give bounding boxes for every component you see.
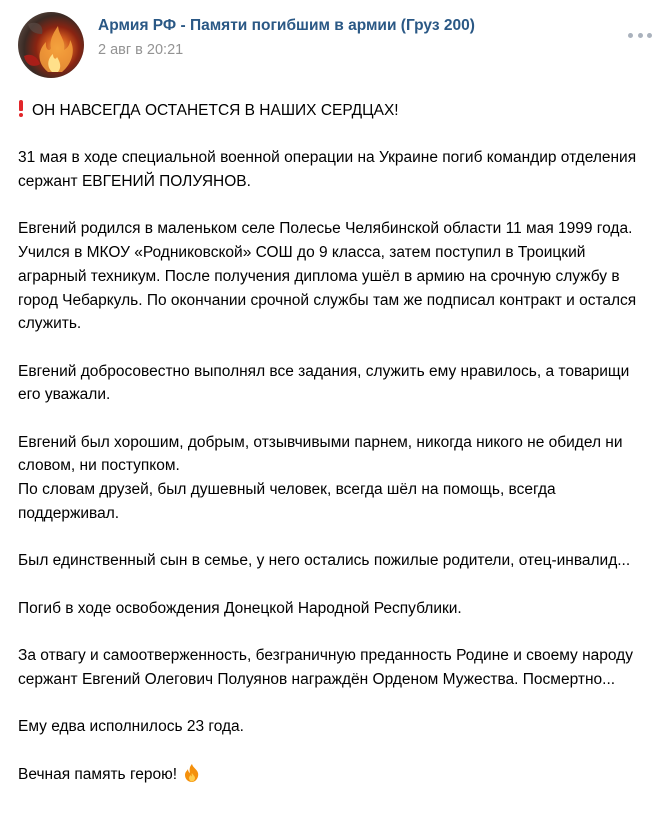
- post-closing: [18, 763, 654, 791]
- more-dot: [628, 33, 633, 38]
- fire-icon: [183, 763, 201, 791]
- post-headline: [18, 98, 654, 123]
- red-exclamation-icon: [18, 100, 24, 117]
- post-date-link[interactable]: 2 авг в 20:21: [98, 42, 184, 58]
- post-text: [18, 98, 654, 790]
- group-name-link[interactable]: Армия РФ - Памяти погибшим в армии (Груз 200): [98, 17, 475, 34]
- group-avatar[interactable]: [18, 12, 84, 78]
- post-paragraph: Евгений родился в маленьком селе Полесье Челябинской области 11 мая 1999 года. Учился в МКОУ «Родниковской» СОШ до 9 класса, затем поступил в Троицкий аграрный техникум. После получения диплома ушёл в армию на срочную службу в город Чебаркуль. По окончании срочной службы там же подписал контракт и остался служить.: [18, 220, 637, 333]
- more-dot: [647, 33, 652, 38]
- post-paragraph: Был единственный сын в семье, у него остались пожилые родители, отец-инвалид...: [18, 552, 631, 570]
- more-dots-icon[interactable]: [628, 28, 652, 42]
- headline-text: ОН НАВСЕГДА ОСТАНЕТСЯ В НАШИХ СЕРДЦАХ!: [32, 102, 399, 119]
- post-paragraph: За отвагу и самоотверженность, безграничную преданность Родине и своему народу сержант Евгений Олегович Полуянов награждён Орденом Мужества. Посмертно...: [18, 647, 633, 688]
- closing-text: Вечная память герою!: [18, 765, 178, 783]
- avatar-image: [18, 12, 84, 78]
- post-paragraph: Ему едва исполнилось 23 года.: [18, 718, 244, 736]
- post-paragraph: Погиб в ходе освобождения Донецкой Народной Республики.: [18, 599, 462, 617]
- more-dot: [638, 33, 643, 38]
- post-paragraph: 31 мая в ходе специальной военной операции на Украине погиб командир отделения сержант ЕВГЕНИЙ ПОЛУЯНОВ.: [18, 149, 637, 191]
- post-paragraph: По словам друзей, был душевный человек, всегда шёл на помощь, всегда поддерживал.: [18, 481, 556, 522]
- post-paragraph: Евгений добросовестно выполнял все задания, служить ему нравилось, а товарищи его уважали.: [18, 362, 630, 404]
- post-header: [18, 12, 654, 78]
- post-paragraph: Евгений был хорошим, добрым, отзывчивыми парнем, никогда никого не обидел ни словом, ни поступком.: [18, 433, 623, 475]
